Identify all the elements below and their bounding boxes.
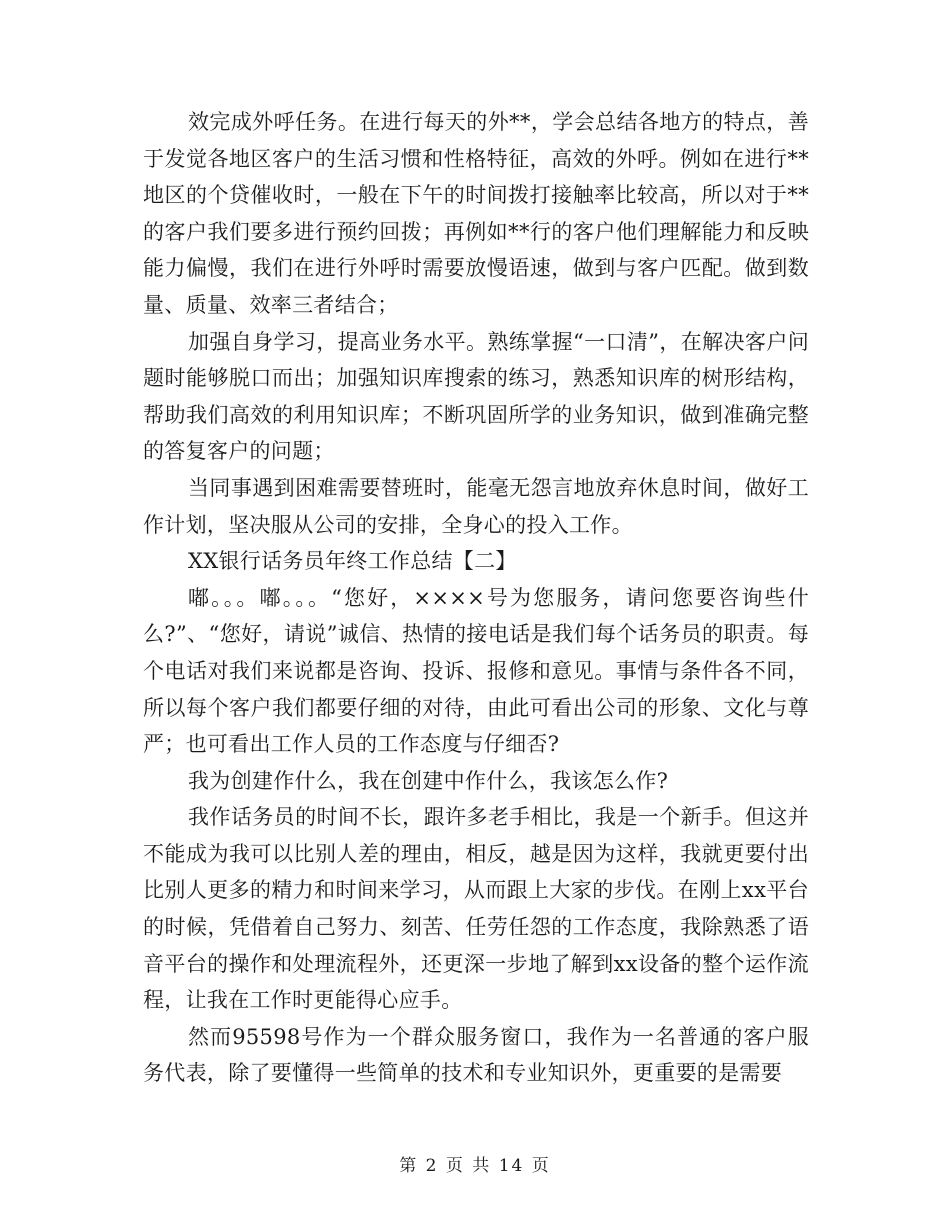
page-number: 第 2 页 共 14 页 [399, 1156, 551, 1176]
paragraph: 效完成外呼任务。在进行每天的外**，学会总结各地方的特点，善于发觉各地区客户的生活习惯和性格特征，高效的外呼。例如在进行**地区的个贷催收时，一般在下午的时间拨打接触率比较高，所以对于**的客户我们要多进行预约回拨；再例如**行的客户他们理解能力和反映能力偏慢，我们在进行外呼时需要放慢语速，做到与客户匹配。做到数量、质量、效率三者结合； [143, 110, 809, 317]
paragraph: 然而95598号作为一个群众服务窗口，我作为一名普通的客户服务代表，除了要懂得一些简单的技术和专业知识外，更重要的是需要 [143, 1024, 809, 1086]
paragraph: 加强自身学习，提高业务水平。熟练掌握“一口清”，在解决客户问题时能够脱口而出；加强知识库搜索的练习，熟悉知识库的树形结构，帮助我们高效的利用知识库；不断巩固所学的业务知识，做到准确完整的答复客户的问题； [143, 329, 809, 464]
paragraph: 我作话务员的时间不长，跟许多老手相比，我是一个新手。但这并不能成为我可以比别人差的理由，相反，越是因为这样，我就更要付出比别人更多的精力和时间来学习，从而跟上大家的步伐。在刚上xx平台的时候，凭借着自己努力、刻苦、任劳任怨的工作态度，我除熟悉了语音平台的操作和处理流程外，还更深一步地了解到xx设备的整个运作流程，让我在工作时更能得心应手。 [143, 805, 809, 1013]
paragraph: 我为创建作什么，我在创建中作什么，我该怎么作? [188, 768, 669, 793]
document-body [143, 104, 809, 1092]
paragraph: 嘟。。。嘟。。。“您好，××××号为您服务，请问您要咨询些什么?”、“您好，请说”诚信、热情的接电话是我们每个话务员的职责。每个电话对我们来说都是咨询、投诉、报修和意见。事情与条件各不同，所以每个客户我们都要仔细的对待，由此可看出公司的形象、文化与尊严；也可看出工作人员的工作态度与仔细否? [143, 585, 809, 757]
section-heading: XX银行话务员年终工作总结【二】 [188, 549, 517, 574]
paragraph: 当同事遇到困难需要替班时，能毫无怨言地放弃休息时间，做好工作计划，坚决服从公司的安排，全身心的投入工作。 [143, 475, 809, 537]
page-footer [0, 1151, 950, 1176]
